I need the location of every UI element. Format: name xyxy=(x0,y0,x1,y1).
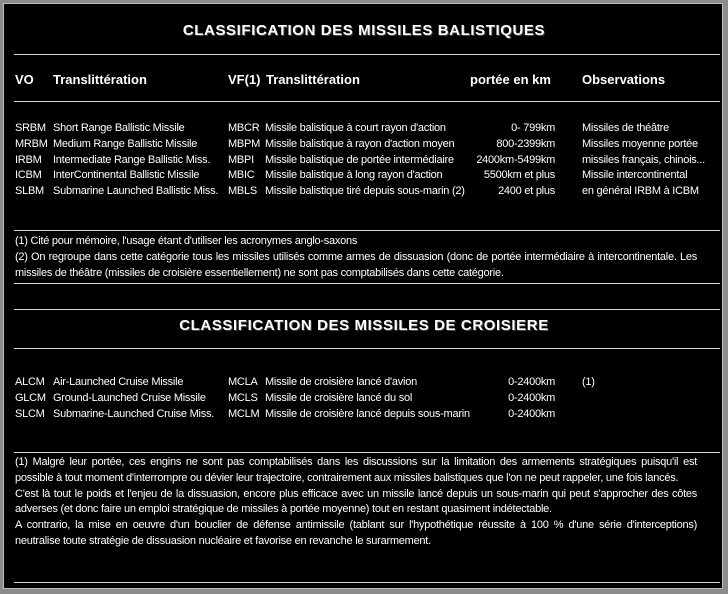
ballistic-table xyxy=(15,122,717,201)
cell-translit: Air-Launched Cruise Missile xyxy=(53,376,184,388)
divider xyxy=(14,101,720,102)
divider xyxy=(14,230,720,231)
header-vf: VF(1) xyxy=(228,72,261,87)
divider xyxy=(14,348,720,349)
cell-translit: Submarine-Launched Cruise Miss. xyxy=(53,407,214,420)
table-row xyxy=(15,169,717,185)
cell-translit-fr: Missile balistique de portée intermédiaire xyxy=(265,153,454,166)
cell-vf: MBPM xyxy=(228,137,260,150)
cell-vo: MRBM xyxy=(15,137,48,150)
cell-vo: ALCM xyxy=(15,376,45,388)
header-vo: VO xyxy=(15,72,34,87)
cell-vf: MBPI xyxy=(228,153,254,166)
header-translit-fr: Translittération xyxy=(266,72,360,87)
ballistic-notes xyxy=(15,234,697,281)
divider xyxy=(14,54,720,55)
cell-portee: 5500km et plus xyxy=(483,169,555,182)
cruise-table xyxy=(15,376,717,423)
cell-portee: 0-2400km xyxy=(508,407,555,420)
table-row xyxy=(15,122,717,138)
cell-observations: Missiles de théâtre xyxy=(582,122,669,134)
cell-observations: Missile intercontinental xyxy=(582,169,688,182)
header-portee: portée en km xyxy=(470,72,551,87)
cell-translit: Intermediate Range Ballistic Miss. xyxy=(53,153,211,166)
header-translit: Translittération xyxy=(53,72,147,87)
table-row xyxy=(15,138,717,154)
cell-portee: 800-2399km xyxy=(496,137,555,150)
cell-portee: 0-2400km xyxy=(508,376,555,388)
cell-vf: MBIC xyxy=(228,169,255,182)
cruise-paragraph-2: C'est là tout le poids et l'enjeu de la dissuasion, encore plus efficace avec un missile lancé depuis un sous-marin qui peut s'approcher des côtes adverses (et donc faire un emploi stratégique de missiles à portée moyenne) tout en restant quasiment indétectable. xyxy=(15,487,697,516)
cruise-notes xyxy=(15,455,697,550)
cell-observations: (1) xyxy=(582,376,595,388)
cell-vf: MCLA xyxy=(228,376,258,388)
cell-translit: Ground-Launched Cruise Missile xyxy=(53,391,206,404)
table-row xyxy=(15,408,717,424)
cell-translit-fr: Missile balistique à rayon d'action moyen xyxy=(265,137,455,150)
cell-vo: SLBM xyxy=(15,185,44,198)
header-observations: Observations xyxy=(582,72,666,87)
cell-vf: MCLS xyxy=(228,391,258,404)
footnote-2: (2) On regroupe dans cette catégorie tous les missiles utilisés comme armes de dissuasion (donc de portée intermédiaire à intercontinentale. Les missiles de théâtre (missiles de croisière essentiellement) ne sont pas comptabilisés dans cette catégorie. xyxy=(15,250,697,279)
cell-portee: 0-2400km xyxy=(508,391,555,404)
cell-vf: MBLS xyxy=(228,185,257,198)
cell-portee: 0- 799km xyxy=(511,122,555,134)
cell-translit: InterContinental Ballistic Missile xyxy=(53,169,200,182)
cell-translit: Short Range Ballistic Missile xyxy=(53,122,185,134)
cell-vo: SRBM xyxy=(15,122,46,134)
cell-translit-fr: Missile de croisière lancé d'avion xyxy=(265,376,417,388)
document-frame xyxy=(3,3,723,589)
divider xyxy=(14,309,720,310)
cell-translit-fr: Missile balistique à court rayon d'action xyxy=(265,122,446,134)
ballistic-title: CLASSIFICATION DES MISSILES BALISTIQUES xyxy=(182,22,546,39)
cell-observations: missiles français, chinois... xyxy=(582,153,705,166)
cruise-title: CLASSIFICATION DES MISSILES DE CROISIERE xyxy=(179,317,549,334)
cell-portee: 2400 et plus xyxy=(498,185,555,198)
table-row xyxy=(15,185,717,201)
cell-translit-fr: Missile balistique tiré depuis sous-marin (2) xyxy=(265,185,465,198)
divider xyxy=(14,582,720,583)
cell-portee: 2400km-5499km xyxy=(476,153,555,166)
divider xyxy=(14,283,720,284)
cell-translit-fr: Missile de croisière lancé depuis sous-marin xyxy=(265,407,470,420)
cell-vf: MBCR xyxy=(228,122,260,134)
cell-vo: SLCM xyxy=(15,407,45,420)
cell-vo: ICBM xyxy=(15,169,42,182)
cell-translit-fr: Missile balistique à long rayon d'action xyxy=(265,169,443,182)
cell-vo: GLCM xyxy=(15,391,46,404)
table-row xyxy=(15,376,717,392)
cell-translit-fr: Missile de croisière lancé du sol xyxy=(265,391,413,404)
table-row xyxy=(15,154,717,170)
table-row xyxy=(15,392,717,408)
divider xyxy=(14,452,720,453)
footnote-1: (1) Cité pour mémoire, l'usage étant d'utiliser les acronymes anglo-saxons xyxy=(15,235,358,247)
cruise-paragraph-3: A contrario, la mise en oeuvre d'un bouclier de défense antimissile (tablant sur l'hypothétique réussite à 100 % d'une série d'interceptions) neutralise toute stratégie de dissuasion nucléaire et favorise en revanche le surarmement. xyxy=(15,519,697,547)
cruise-footnote-1: (1) Malgré leur portée, ces engins ne sont pas comptabilisés dans les discussions sur la limitation des armements stratégiques puisqu'il est possible à tout moment d'interrompre ou dévier leur trajectoire, contrairement aux missiles balistiques que l'on ne peut rappeler, une fois lancés. xyxy=(15,456,697,484)
cell-vf: MCLM xyxy=(228,407,260,420)
cell-translit: Submarine Launched Ballistic Miss. xyxy=(53,185,219,198)
cell-observations: Missiles moyenne portée xyxy=(582,137,698,150)
cell-translit: Medium Range Ballistic Missile xyxy=(53,137,198,150)
cell-vo: IRBM xyxy=(15,153,42,166)
cell-observations: en général IRBM à ICBM xyxy=(582,185,699,198)
